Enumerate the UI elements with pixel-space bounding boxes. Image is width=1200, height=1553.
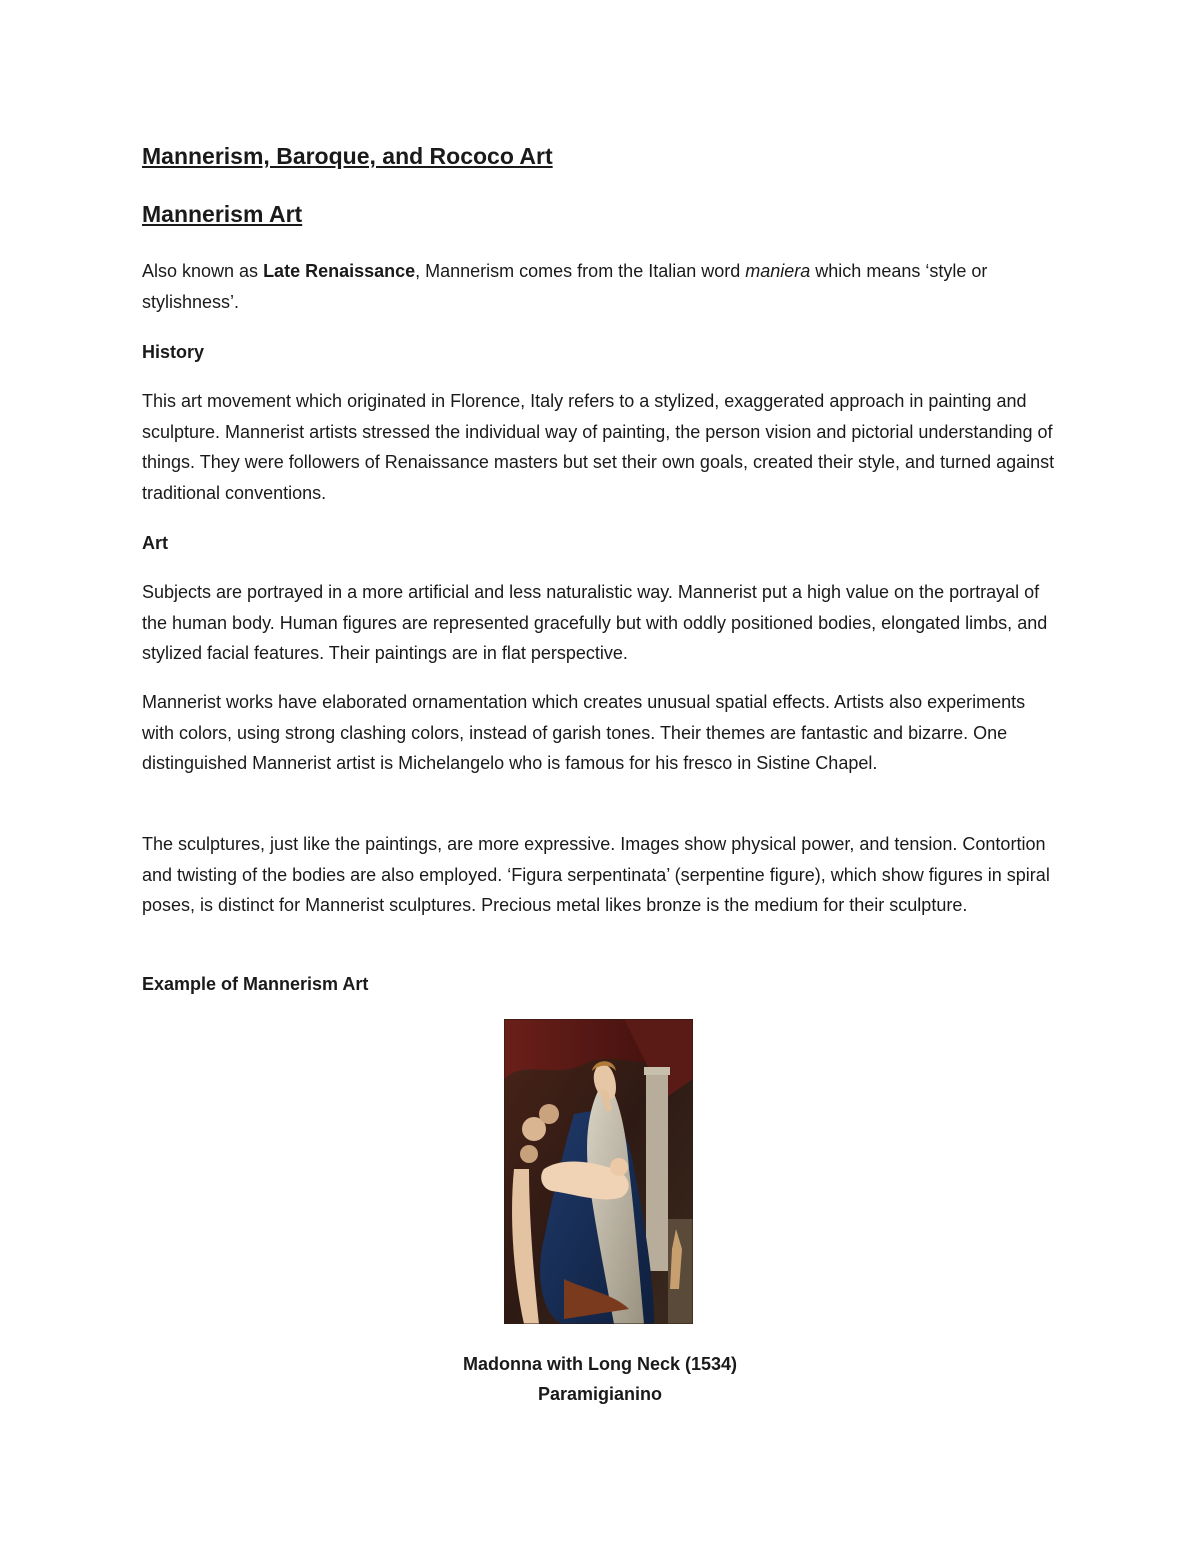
history-paragraph: This art movement which originated in Florence, Italy refers to a stylized, exaggerated approach in painting and sculpture. Mannerist artists stressed the individual way of painting, the person vision and pictorial understanding of things. They were followers of Renaissance masters but set their own goals, created their style, and turned against traditional conventions.: [142, 391, 1055, 503]
figure-caption-artist: Paramigianino: [537, 1384, 663, 1404]
intro-bold-term: Late Renaissance: [263, 261, 416, 281]
intro-paragraph: [142, 256, 1062, 317]
figure-caption-title: Madonna with Long Neck (1534): [462, 1354, 738, 1374]
art-paragraph: Subjects are portrayed in a more artificial and less naturalistic way. Mannerist put a high value on the portrayal of the human body. Human figures are represented gracefully but with oddly positioned bodies, elongated limbs, and stylized facial features. Their paintings are in flat perspective.: [142, 582, 1048, 663]
intro-italic-term: maniera: [745, 261, 811, 281]
art-heading: Art: [142, 533, 168, 553]
intro-text: Also known as: [142, 261, 264, 281]
art-paragraph: Mannerist works have elaborated ornamentation which creates unusual spatial effects. Artists also experiments with colors, using strong clashing colors, instead of garish tones. Their themes are fantastic and bizarre. One distinguished Mannerist artist is Michelangelo who is famous for his fresco in Sistine Chapel.: [142, 692, 1026, 773]
section-title: Mannerism Art: [142, 201, 303, 227]
madonna-painting-image: [504, 1019, 693, 1324]
art-paragraph: The sculptures, just like the paintings, are more expressive. Images show physical power, and tension. Contortion and twisting of the bodies are also employed. ‘Figura serpentinata’ (serpentine figure), which show figures in spiral poses, is distinct for Mannerist sculptures. Precious metal likes bronze is the medium for their sculpture.: [142, 834, 1050, 915]
history-heading: History: [142, 342, 205, 362]
document-title: Mannerism, Baroque, and Rococo Art: [142, 143, 553, 169]
intro-text: which means ‘style or stylishness’.: [142, 261, 988, 312]
intro-text: , Mannerism comes from the Italian word: [415, 261, 746, 281]
example-heading: Example of Mannerism Art: [142, 974, 369, 994]
